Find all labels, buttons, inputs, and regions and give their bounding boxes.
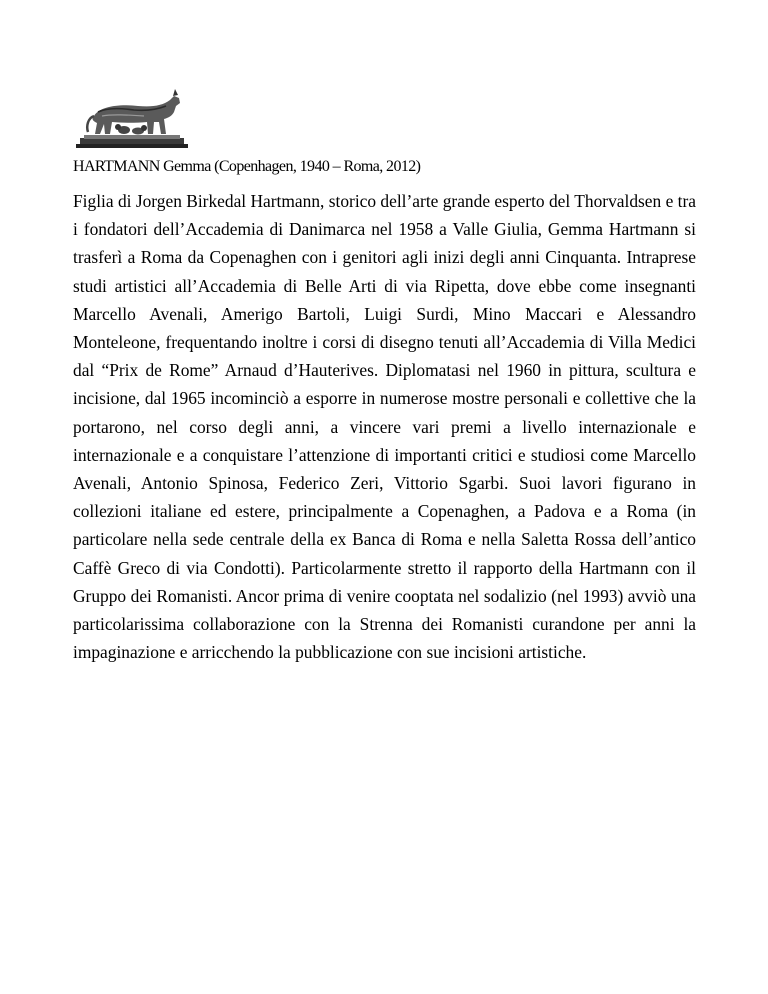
she-wolf-statue-icon <box>76 86 188 148</box>
document-title: HARTMANN Gemma (Copenhagen, 1940 – Roma, 2012) <box>73 158 421 175</box>
biography-paragraph: Figlia di Jorgen Birkedal Hartmann, storico dell’arte grande esperto del Thorvaldsen e tra i fondatori dell’Accademia di Danimarca nel 1958 a Valle Giulia, Gemma Hartmann si trasferì a Roma da Copenaghen con i genitori agli inizi degli anni Cinquanta. Intraprese studi artistici all’Accademia di Belle Arti di via Ripetta, dove ebbe come insegnanti Marcello Avenali, Amerigo Bartoli, Luigi Surdi, Mino Maccari e Alessandro Monteleone, frequentando inoltre i corsi di disegno tenuti all’Accademia di Villa Medici dal “Prix de Rome” Arnaud d’Hauterives. Diplomatasi nel 1960 in pittura, scultura e incisione, dal 1965 incominciò a esporre in numerose mostre personali e collettive che la portarono, nel corso degli anni, a vincere vari premi a livello internazionale e internazionale e a conquistare l’attenzione di importanti critici e studiosi come Marcello Avenali, Antonio Spinosa, Federico Zeri, Vittorio Sgarbi. Suoi lavori figurano in collezioni italiane ed estere, principalmente a Copenaghen, a Padova e a Roma (in particolare nella sede centrale della ex Banca di Roma e nella Saletta Rossa dell’antico Caffè Greco di via Condotti). Particolarmente stretto il rapporto della Hartmann con il Gruppo dei Romanisti. Ancor prima di venire cooptata nel sodalizio (nel 1993) avviò una particolarissima collaborazione con la Strenna dei Romanisti curandone per anni la impaginazione e arricchendo la pubblicazione con sue incisioni artistiche. <box>73 191 696 663</box>
